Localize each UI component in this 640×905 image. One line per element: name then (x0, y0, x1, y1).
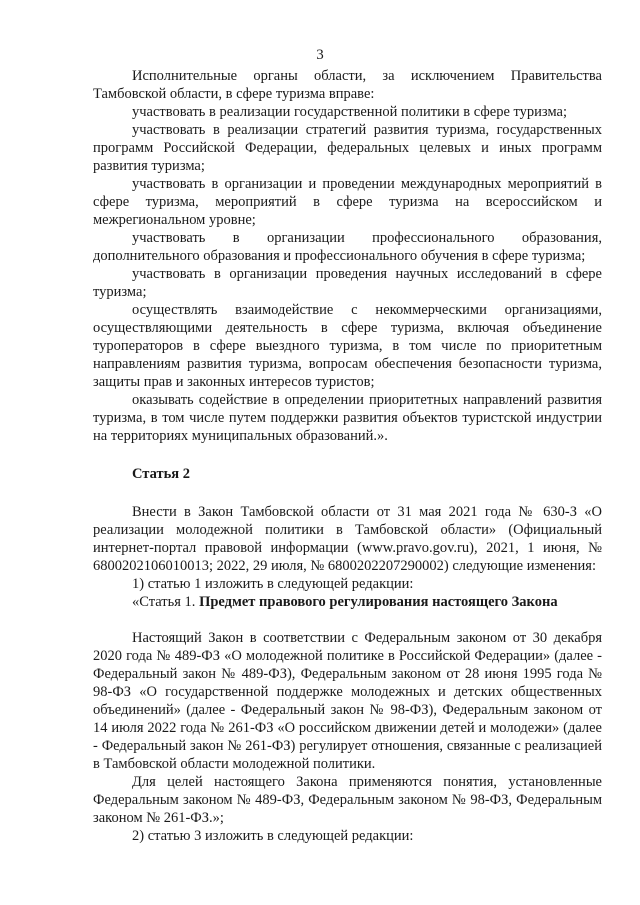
paragraph: участвовать в реализации государственной политики в сфере туризма; (132, 104, 567, 120)
list-item: 2) статью 3 изложить в следующей редакции: (132, 828, 414, 844)
document-body (93, 67, 602, 845)
paragraph: участвовать в реализации стратегий развития туризма, государственных программ Российской Федерации, федеральных целевых и иных программ развития туризма; (93, 122, 602, 174)
page-number: 3 (316, 47, 324, 63)
article-title-prefix: «Статья 1. (132, 594, 200, 610)
article-title-line (93, 593, 602, 611)
paragraph: Для целей настоящего Закона применяются понятия, установленные Федеральным законом № 489-ФЗ, Федеральным законом № 98-ФЗ, Федеральным законом № 261-ФЗ.»; (93, 774, 602, 826)
paragraph: участвовать в организации и проведении международных мероприятий в сфере туризма, мероприятий в сфере туризма на всероссийском и межрегиональном уровне; (93, 176, 602, 228)
paragraph: Исполнительные органы области, за исключением Правительства Тамбовской области, в сфере туризма вправе: (93, 68, 602, 102)
article-intro: Внести в Закон Тамбовской области от 31 мая 2021 года № 630-З «О реализации молодежной политики в Тамбовской области» (Официальный интернет-портал правовой информации (www.pravo.gov.ru), 2021, 1 июня, № 6800202106010013; 2022, 29 июля, № 6800202207290002) следующие изменения: (93, 504, 602, 574)
paragraph: Настоящий Закон в соответствии с Федеральным законом от 30 декабря 2020 года № 489-ФЗ «О молодежной политике в Российской Федерации» (далее - Федеральный закон № 489-ФЗ), Федеральным законом от 28 июня 1995 года № 98-ФЗ «О государственной поддержке молодежных и детских общественных объединений» (далее - Федеральный закон № 98-ФЗ), Федеральным законом от 14 июля 2022 года № 261-ФЗ «О российском движении детей и молодежи» (далее - Федеральный закон № 261-ФЗ) регулирует отношения, связанные с реализацией в Тамбовской области молодежной политики. (93, 630, 602, 772)
list-item: 1) статью 1 изложить в следующей редакции: (132, 576, 414, 592)
article-heading: Статья 2 (132, 466, 190, 482)
paragraph: оказывать содействие в определении приоритетных направлений развития туризма, в том числе путем поддержки развития объектов туристской индустрии на территориях муниципальных образований.». (93, 392, 602, 444)
paragraph: осуществлять взаимодействие с некоммерческими организациями, осуществляющими деятельность в сфере туризма, включая объединение туроператоров в сфере выездного туризма, в том числе по приоритетным направлениям развития туризма, вопросам обеспечения безопасности туризма, защиты прав и законных интересов туристов; (93, 302, 602, 390)
paragraph: участвовать в организации проведения научных исследований в сфере туризма; (93, 266, 602, 300)
paragraph: участвовать в организации профессионального образования, дополнительного образования и профессионального обучения в сфере туризма; (93, 230, 602, 264)
article-title: Предмет правового регулирования настоящего Закона (199, 594, 558, 610)
